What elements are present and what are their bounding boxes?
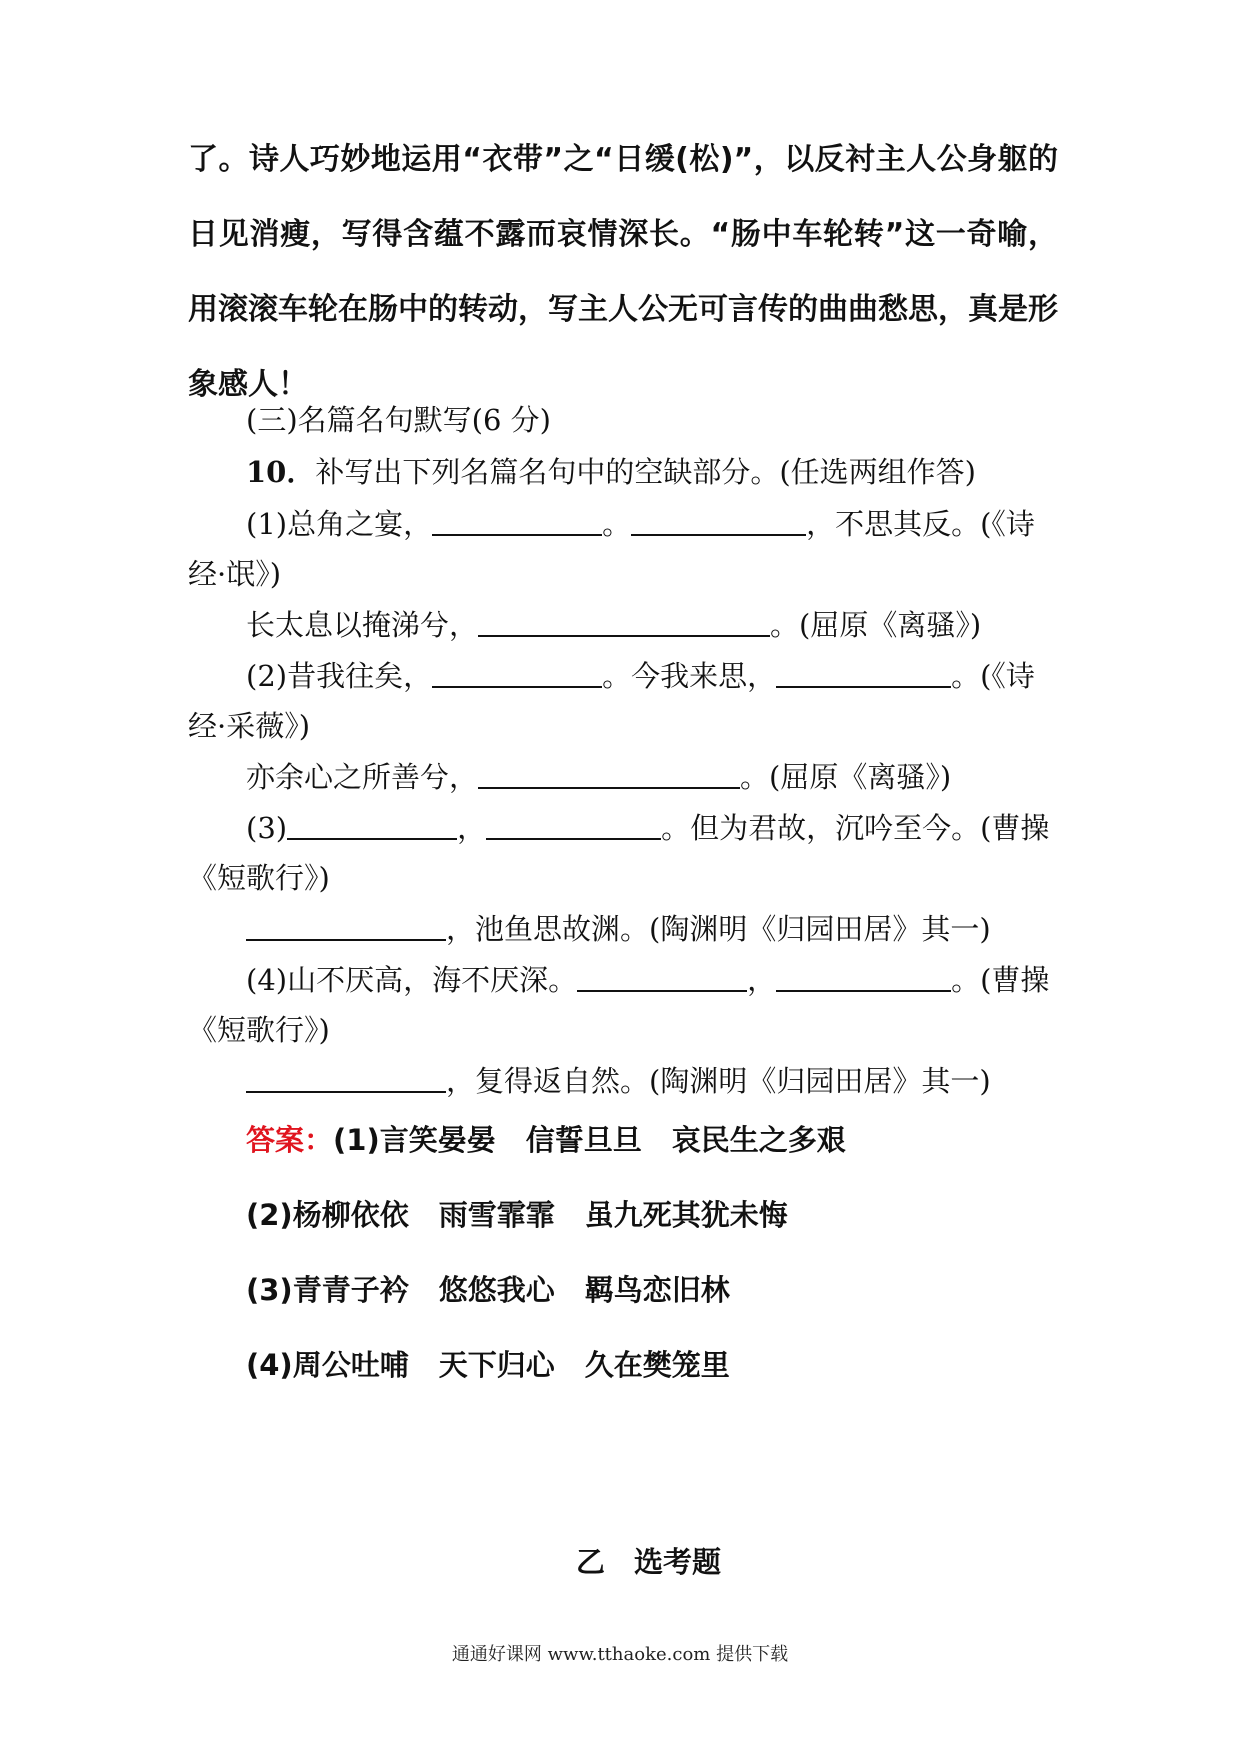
blank-4c[interactable] <box>246 1063 446 1093</box>
question-number: 10． <box>246 455 316 489</box>
blank-4a[interactable] <box>577 962 747 992</box>
blank-1b[interactable] <box>631 506 806 536</box>
section-heading: (三)名篇名句默写(6 分) <box>246 403 551 437</box>
answer-1: 答案：(1)言笑晏晏 信誓旦旦 哀民生之多艰 <box>246 1123 846 1157</box>
answer-3: (3)青青子衿 悠悠我心 羁鸟恋旧林 <box>246 1273 730 1307</box>
answer-4: (4)周公吐哺 天下归心 久在樊笼里 <box>246 1348 730 1382</box>
page-footer: 通通好课网 www.tthaoke.com 提供下载 <box>451 1644 789 1665</box>
blank-3b[interactable] <box>486 810 661 840</box>
item-3b-line: ，池鱼思故渊。(陶渊明《归园田居》其一) <box>246 911 991 947</box>
item-3-source: 《短歌行》) <box>188 861 330 895</box>
question-10 <box>246 454 976 490</box>
item-4-line: (4)山不厌高，海不厌深。 ， 。(曹操 <box>246 963 1050 997</box>
item-1-line: (1)总角之宴， 。 ，不思其反。(《诗 <box>246 507 1035 541</box>
blank-3a[interactable] <box>287 810 457 840</box>
item-2b-line: 亦余心之所善兮， 。(屈原《离骚》) <box>246 760 952 794</box>
blank-2c[interactable] <box>478 759 740 789</box>
blank-1c[interactable] <box>478 607 770 637</box>
item-1b-line: 长太息以掩涕兮， 。(屈原《离骚》) <box>246 608 982 642</box>
blank-2b[interactable] <box>776 658 951 688</box>
item-3-line: (3) ， 。但为君故，沉吟至今。(曹操 <box>246 811 1050 845</box>
analysis-paragraph: 了。诗人巧妙地运用“衣带”之“日缓(松)”，以反衬主人公身躯的日见消瘦，写得含蕴不露而哀情深长。“肠中车轮转”这一奇喻，用滚滚车轮在肠中的转动，写主人公无可言传的曲曲愁思，真是形象感人！ <box>188 142 1058 402</box>
item-1-source: 经·氓》) <box>188 557 282 591</box>
item-2-source: 经·采薇》) <box>188 709 311 743</box>
answer-label: 答案： <box>246 1123 334 1157</box>
answer-2: (2)杨柳依依 雨雪霏霏 虽九死其犹未悔 <box>246 1198 788 1232</box>
item-4-source: 《短歌行》) <box>188 1013 330 1047</box>
blank-3c[interactable] <box>246 911 446 941</box>
blank-2a[interactable] <box>432 658 602 688</box>
blank-4b[interactable] <box>776 962 951 992</box>
item-4b-line: ，复得返自然。(陶渊明《归园田居》其一) <box>246 1063 991 1099</box>
next-section-heading: 乙 选考题 <box>576 1545 722 1579</box>
blank-1a[interactable] <box>432 506 602 536</box>
question-prompt: 补写出下列名篇名句中的空缺部分。(任选两组作答) <box>315 455 976 489</box>
item-2-line: (2)昔我往矣， 。今我来思， 。(《诗 <box>246 659 1035 693</box>
